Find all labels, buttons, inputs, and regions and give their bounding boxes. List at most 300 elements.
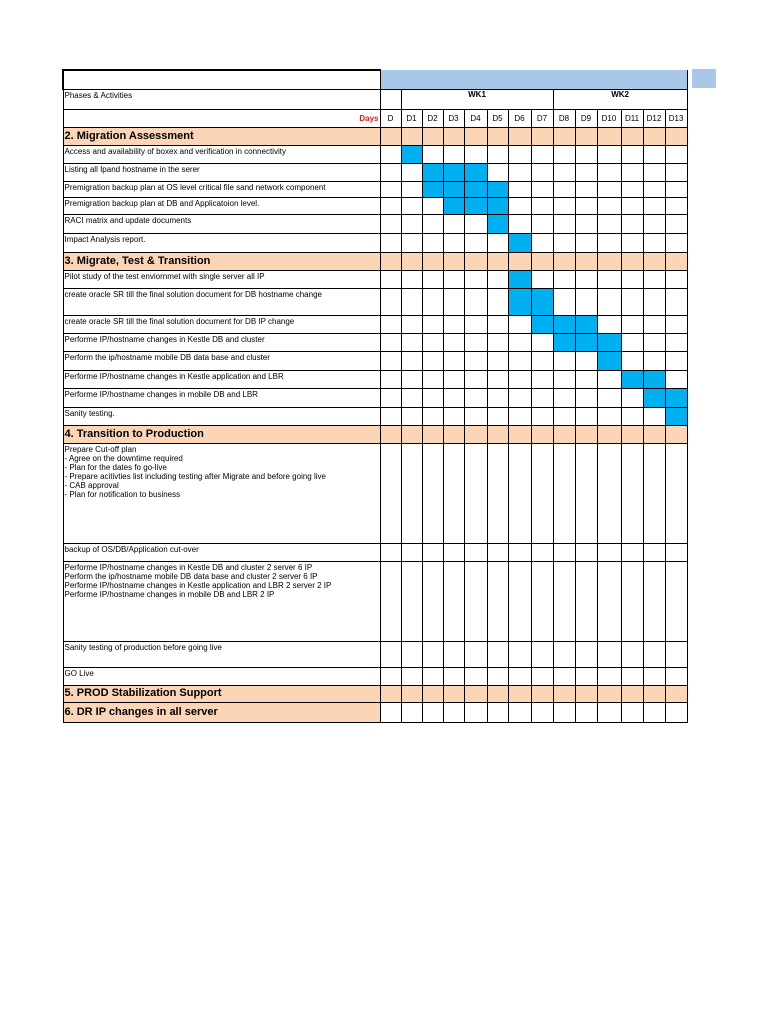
day-cell[interactable] — [380, 145, 401, 163]
day-cell[interactable] — [380, 370, 401, 388]
day-cell[interactable] — [643, 315, 665, 333]
day-cell[interactable] — [531, 443, 553, 543]
day-cell[interactable] — [665, 315, 687, 333]
section-day-cell[interactable] — [531, 127, 553, 145]
day-cell[interactable] — [665, 145, 687, 163]
day-cell[interactable] — [380, 233, 401, 252]
day-cell[interactable] — [665, 270, 687, 288]
day-cell[interactable] — [597, 270, 621, 288]
task-label[interactable]: Performe IP/hostname changes in Kestle DB and cluster — [63, 333, 380, 351]
section-day-cell[interactable] — [575, 127, 597, 145]
gantt-bar-cell[interactable] — [597, 351, 621, 370]
day-cell[interactable] — [621, 443, 643, 543]
day-cell[interactable] — [643, 543, 665, 561]
day-cell[interactable] — [665, 641, 687, 667]
day-cell[interactable] — [487, 407, 508, 425]
day-cell[interactable] — [401, 288, 422, 315]
day-cell[interactable] — [597, 214, 621, 233]
day-cell[interactable] — [553, 543, 575, 561]
day-cell[interactable] — [487, 145, 508, 163]
day-cell[interactable] — [553, 197, 575, 214]
day-cell[interactable] — [597, 370, 621, 388]
day-cell[interactable] — [531, 197, 553, 214]
day-cell[interactable] — [422, 702, 443, 722]
day-cell[interactable] — [643, 351, 665, 370]
section-day-cell[interactable] — [531, 685, 553, 702]
day-cell[interactable] — [487, 333, 508, 351]
day-cell[interactable] — [443, 315, 464, 333]
day-cell[interactable] — [487, 561, 508, 641]
day-cell[interactable] — [380, 197, 401, 214]
day-cell[interactable] — [487, 315, 508, 333]
task-label[interactable]: Access and availability of boxex and verification in connectivity — [63, 145, 380, 163]
gantt-bar-cell[interactable] — [443, 181, 464, 197]
section-day-cell[interactable] — [422, 127, 443, 145]
day-cell[interactable] — [575, 443, 597, 543]
day-cell[interactable] — [575, 233, 597, 252]
task-label[interactable]: Listing all Ipand hostname in the serer — [63, 163, 380, 181]
day-cell[interactable] — [531, 163, 553, 181]
day-cell[interactable] — [401, 214, 422, 233]
day-cell[interactable] — [621, 388, 643, 407]
gantt-bar-cell[interactable] — [422, 163, 443, 181]
section-day-cell[interactable] — [401, 127, 422, 145]
section-day-cell[interactable] — [422, 252, 443, 270]
section-day-cell[interactable] — [643, 425, 665, 443]
gantt-bar-cell[interactable] — [487, 197, 508, 214]
day-cell[interactable] — [643, 667, 665, 685]
day-cell[interactable] — [553, 641, 575, 667]
section-day-cell[interactable] — [553, 127, 575, 145]
section-day-cell[interactable] — [621, 252, 643, 270]
day-cell[interactable] — [487, 443, 508, 543]
day-cell[interactable] — [553, 270, 575, 288]
task-label[interactable]: GO Live — [63, 667, 380, 685]
day-cell[interactable] — [487, 543, 508, 561]
day-cell[interactable] — [665, 197, 687, 214]
day-cell[interactable] — [464, 388, 487, 407]
section-day-cell[interactable] — [380, 425, 401, 443]
section-day-cell[interactable] — [665, 252, 687, 270]
task-label[interactable]: Impact Analysis report. — [63, 233, 380, 252]
day-cell[interactable] — [597, 667, 621, 685]
day-cell[interactable] — [508, 214, 531, 233]
day-cell[interactable] — [464, 288, 487, 315]
day-cell[interactable] — [487, 163, 508, 181]
gantt-bar-cell[interactable] — [531, 288, 553, 315]
day-cell[interactable] — [508, 333, 531, 351]
day-cell[interactable] — [422, 667, 443, 685]
day-cell[interactable] — [553, 288, 575, 315]
day-cell[interactable] — [422, 197, 443, 214]
day-cell[interactable] — [621, 351, 643, 370]
day-cell[interactable] — [643, 163, 665, 181]
day-cell[interactable] — [508, 407, 531, 425]
day-cell[interactable] — [380, 181, 401, 197]
section-day-cell[interactable] — [665, 127, 687, 145]
day-cell[interactable] — [380, 288, 401, 315]
day-cell[interactable] — [401, 407, 422, 425]
day-cell[interactable] — [553, 181, 575, 197]
day-cell[interactable] — [401, 702, 422, 722]
day-cell[interactable] — [443, 333, 464, 351]
day-cell[interactable] — [643, 145, 665, 163]
day-cell[interactable] — [643, 181, 665, 197]
day-cell[interactable] — [665, 181, 687, 197]
day-cell[interactable] — [380, 270, 401, 288]
day-cell[interactable] — [575, 181, 597, 197]
day-cell[interactable] — [464, 407, 487, 425]
section-day-cell[interactable] — [422, 685, 443, 702]
day-cell[interactable] — [621, 163, 643, 181]
section-day-cell[interactable] — [464, 127, 487, 145]
day-cell[interactable] — [531, 543, 553, 561]
day-cell[interactable] — [464, 667, 487, 685]
section-label[interactable]: 5. PROD Stabilization Support — [63, 685, 380, 702]
task-label[interactable]: RACI matrix and update documents — [63, 214, 380, 233]
gantt-bar-cell[interactable] — [422, 181, 443, 197]
day-cell[interactable] — [575, 407, 597, 425]
day-cell[interactable] — [643, 407, 665, 425]
section-day-cell[interactable] — [443, 252, 464, 270]
day-cell[interactable] — [487, 370, 508, 388]
day-cell[interactable] — [553, 233, 575, 252]
day-cell[interactable] — [422, 145, 443, 163]
day-cell[interactable] — [401, 351, 422, 370]
day-cell[interactable] — [665, 443, 687, 543]
task-label[interactable]: Pilot study of the test enviornmet with single server all IP — [63, 270, 380, 288]
section-day-cell[interactable] — [575, 685, 597, 702]
day-cell[interactable] — [553, 702, 575, 722]
section-day-cell[interactable] — [531, 425, 553, 443]
gantt-bar-cell[interactable] — [643, 370, 665, 388]
day-cell[interactable] — [487, 288, 508, 315]
day-cell[interactable] — [621, 641, 643, 667]
section-day-cell[interactable] — [401, 685, 422, 702]
day-cell[interactable] — [422, 315, 443, 333]
day-cell[interactable] — [508, 443, 531, 543]
day-cell[interactable] — [508, 561, 531, 641]
section-day-cell[interactable] — [575, 252, 597, 270]
day-cell[interactable] — [597, 181, 621, 197]
day-cell[interactable] — [380, 388, 401, 407]
day-cell[interactable] — [443, 561, 464, 641]
day-cell[interactable] — [531, 333, 553, 351]
gantt-bar-cell[interactable] — [487, 214, 508, 233]
day-cell[interactable] — [621, 702, 643, 722]
day-cell[interactable] — [401, 370, 422, 388]
day-cell[interactable] — [443, 233, 464, 252]
day-cell[interactable] — [575, 145, 597, 163]
day-cell[interactable] — [508, 370, 531, 388]
day-cell[interactable] — [553, 388, 575, 407]
gantt-bar-cell[interactable] — [464, 163, 487, 181]
section-label[interactable]: 6. DR IP changes in all server — [63, 702, 380, 722]
day-cell[interactable] — [575, 370, 597, 388]
day-cell[interactable] — [597, 641, 621, 667]
day-cell[interactable] — [597, 561, 621, 641]
day-cell[interactable] — [380, 214, 401, 233]
day-cell[interactable] — [597, 288, 621, 315]
day-cell[interactable] — [643, 197, 665, 214]
section-day-cell[interactable] — [401, 252, 422, 270]
day-cell[interactable] — [380, 407, 401, 425]
section-day-cell[interactable] — [487, 127, 508, 145]
day-cell[interactable] — [508, 543, 531, 561]
gantt-bar-cell[interactable] — [487, 181, 508, 197]
day-cell[interactable] — [621, 407, 643, 425]
day-cell[interactable] — [621, 197, 643, 214]
day-cell[interactable] — [464, 370, 487, 388]
day-cell[interactable] — [443, 702, 464, 722]
day-cell[interactable] — [621, 145, 643, 163]
day-cell[interactable] — [422, 333, 443, 351]
day-cell[interactable] — [553, 667, 575, 685]
day-cell[interactable] — [380, 667, 401, 685]
day-cell[interactable] — [401, 181, 422, 197]
day-cell[interactable] — [443, 388, 464, 407]
section-day-cell[interactable] — [665, 685, 687, 702]
section-day-cell[interactable] — [597, 685, 621, 702]
section-day-cell[interactable] — [487, 685, 508, 702]
day-cell[interactable] — [531, 702, 553, 722]
day-cell[interactable] — [531, 214, 553, 233]
day-cell[interactable] — [597, 407, 621, 425]
day-cell[interactable] — [597, 233, 621, 252]
gantt-bar-cell[interactable] — [508, 270, 531, 288]
section-day-cell[interactable] — [487, 425, 508, 443]
day-cell[interactable] — [621, 214, 643, 233]
day-cell[interactable] — [665, 163, 687, 181]
day-cell[interactable] — [401, 388, 422, 407]
day-cell[interactable] — [487, 270, 508, 288]
day-cell[interactable] — [575, 561, 597, 641]
day-cell[interactable] — [531, 351, 553, 370]
day-cell[interactable] — [443, 667, 464, 685]
day-cell[interactable] — [643, 333, 665, 351]
day-cell[interactable] — [553, 214, 575, 233]
day-cell[interactable] — [665, 667, 687, 685]
day-cell[interactable] — [443, 351, 464, 370]
section-day-cell[interactable] — [380, 252, 401, 270]
day-cell[interactable] — [443, 288, 464, 315]
day-cell[interactable] — [531, 370, 553, 388]
day-cell[interactable] — [487, 702, 508, 722]
day-cell[interactable] — [508, 641, 531, 667]
day-cell[interactable] — [380, 351, 401, 370]
day-cell[interactable] — [422, 543, 443, 561]
day-cell[interactable] — [464, 702, 487, 722]
day-cell[interactable] — [665, 333, 687, 351]
day-cell[interactable] — [401, 233, 422, 252]
task-label[interactable]: Performe IP/hostname changes in Kestle application and LBR — [63, 370, 380, 388]
day-cell[interactable] — [665, 370, 687, 388]
day-cell[interactable] — [508, 163, 531, 181]
day-cell[interactable] — [531, 145, 553, 163]
section-day-cell[interactable] — [380, 127, 401, 145]
day-cell[interactable] — [464, 351, 487, 370]
day-cell[interactable] — [643, 443, 665, 543]
day-cell[interactable] — [665, 351, 687, 370]
day-cell[interactable] — [422, 407, 443, 425]
gantt-bar-cell[interactable] — [553, 315, 575, 333]
section-day-cell[interactable] — [464, 252, 487, 270]
day-cell[interactable] — [643, 702, 665, 722]
day-cell[interactable] — [464, 270, 487, 288]
day-cell[interactable] — [464, 145, 487, 163]
day-cell[interactable] — [464, 315, 487, 333]
day-cell[interactable] — [422, 388, 443, 407]
day-cell[interactable] — [422, 351, 443, 370]
day-cell[interactable] — [508, 702, 531, 722]
section-day-cell[interactable] — [553, 685, 575, 702]
day-cell[interactable] — [401, 197, 422, 214]
day-cell[interactable] — [575, 388, 597, 407]
day-cell[interactable] — [621, 288, 643, 315]
gantt-bar-cell[interactable] — [575, 333, 597, 351]
day-cell[interactable] — [422, 288, 443, 315]
day-cell[interactable] — [621, 181, 643, 197]
task-label[interactable]: Performe IP/hostname changes in Kestle DB and cluster 2 server 6 IP Perform the ip/hostname mobile DB data base and cluster 2 server 6 IP Performe IP/hostname changes in Kestle application and LBR 2 server 2 IP Performe IP/hostname changes in mobile DB and LBR 2 IP — [63, 561, 380, 641]
day-cell[interactable] — [531, 181, 553, 197]
section-day-cell[interactable] — [621, 127, 643, 145]
gantt-bar-cell[interactable] — [665, 388, 687, 407]
day-cell[interactable] — [422, 641, 443, 667]
day-cell[interactable] — [643, 561, 665, 641]
day-cell[interactable] — [464, 641, 487, 667]
task-label[interactable]: Perform the ip/hostname mobile DB data base and cluster — [63, 351, 380, 370]
title-cell[interactable] — [63, 70, 380, 89]
section-day-cell[interactable] — [508, 425, 531, 443]
gantt-bar-cell[interactable] — [643, 388, 665, 407]
day-cell[interactable] — [380, 315, 401, 333]
day-cell[interactable] — [401, 315, 422, 333]
day-cell[interactable] — [665, 702, 687, 722]
section-day-cell[interactable] — [597, 252, 621, 270]
day-cell[interactable] — [422, 270, 443, 288]
day-cell[interactable] — [553, 351, 575, 370]
day-cell[interactable] — [422, 233, 443, 252]
section-day-cell[interactable] — [575, 425, 597, 443]
day-cell[interactable] — [508, 315, 531, 333]
day-cell[interactable] — [553, 145, 575, 163]
day-cell[interactable] — [597, 145, 621, 163]
day-cell[interactable] — [643, 270, 665, 288]
day-cell[interactable] — [508, 145, 531, 163]
section-day-cell[interactable] — [553, 252, 575, 270]
day-cell[interactable] — [643, 288, 665, 315]
day-cell[interactable] — [443, 641, 464, 667]
day-cell[interactable] — [597, 388, 621, 407]
gantt-bar-cell[interactable] — [508, 288, 531, 315]
day-cell[interactable] — [422, 561, 443, 641]
day-cell[interactable] — [665, 543, 687, 561]
section-day-cell[interactable] — [380, 685, 401, 702]
gantt-bar-cell[interactable] — [597, 333, 621, 351]
gantt-bar-cell[interactable] — [575, 315, 597, 333]
day-cell[interactable] — [575, 163, 597, 181]
day-cell[interactable] — [380, 641, 401, 667]
day-cell[interactable] — [380, 702, 401, 722]
section-day-cell[interactable] — [665, 425, 687, 443]
day-cell[interactable] — [643, 233, 665, 252]
day-cell[interactable] — [422, 370, 443, 388]
day-cell[interactable] — [531, 667, 553, 685]
day-cell[interactable] — [597, 543, 621, 561]
day-cell[interactable] — [575, 288, 597, 315]
section-day-cell[interactable] — [597, 127, 621, 145]
gantt-bar-cell[interactable] — [531, 315, 553, 333]
day-cell[interactable] — [380, 163, 401, 181]
task-label[interactable]: backup of OS/DB/Application cut-over — [63, 543, 380, 561]
task-label[interactable]: create oracle SR till the final solution document for DB hostname change — [63, 288, 380, 315]
section-day-cell[interactable] — [643, 252, 665, 270]
gantt-bar-cell[interactable] — [401, 145, 422, 163]
task-label[interactable]: Sanity testing. — [63, 407, 380, 425]
day-cell[interactable] — [553, 163, 575, 181]
task-label[interactable]: Prepare Cut-off plan - Agree on the downtime required - Plan for the dates fo go-live - Prepare acitivties list including testing after Migrate and before going live - CAB approval - Plan for notification to business — [63, 443, 380, 543]
day-cell[interactable] — [422, 214, 443, 233]
day-cell[interactable] — [422, 443, 443, 543]
day-cell[interactable] — [487, 351, 508, 370]
section-day-cell[interactable] — [508, 685, 531, 702]
section-day-cell[interactable] — [401, 425, 422, 443]
day-cell[interactable] — [665, 561, 687, 641]
day-cell[interactable] — [443, 270, 464, 288]
day-cell[interactable] — [380, 561, 401, 641]
day-cell[interactable] — [621, 233, 643, 252]
section-label[interactable]: 3. Migrate, Test & Transition — [63, 252, 380, 270]
section-day-cell[interactable] — [597, 425, 621, 443]
section-day-cell[interactable] — [487, 252, 508, 270]
section-day-cell[interactable] — [643, 685, 665, 702]
day-cell[interactable] — [575, 667, 597, 685]
day-cell[interactable] — [553, 561, 575, 641]
day-cell[interactable] — [575, 351, 597, 370]
day-cell[interactable] — [597, 163, 621, 181]
section-day-cell[interactable] — [443, 685, 464, 702]
section-day-cell[interactable] — [443, 425, 464, 443]
task-label[interactable]: Premigration backup plan at DB and Applicatoion level. — [63, 197, 380, 214]
day-cell[interactable] — [464, 543, 487, 561]
day-cell[interactable] — [443, 543, 464, 561]
day-cell[interactable] — [531, 388, 553, 407]
section-day-cell[interactable] — [553, 425, 575, 443]
task-label[interactable]: Premigration backup plan at OS level critical file sand network component — [63, 181, 380, 197]
section-day-cell[interactable] — [464, 425, 487, 443]
day-cell[interactable] — [531, 270, 553, 288]
day-cell[interactable] — [443, 443, 464, 543]
section-day-cell[interactable] — [508, 252, 531, 270]
day-cell[interactable] — [464, 561, 487, 641]
task-label[interactable]: Sanity testing of production before going live — [63, 641, 380, 667]
day-cell[interactable] — [531, 641, 553, 667]
day-cell[interactable] — [443, 145, 464, 163]
day-cell[interactable] — [380, 543, 401, 561]
gantt-bar-cell[interactable] — [508, 233, 531, 252]
section-day-cell[interactable] — [621, 685, 643, 702]
day-cell[interactable] — [553, 407, 575, 425]
day-cell[interactable] — [621, 315, 643, 333]
day-cell[interactable] — [508, 181, 531, 197]
day-cell[interactable] — [665, 288, 687, 315]
day-cell[interactable] — [380, 443, 401, 543]
day-cell[interactable] — [464, 443, 487, 543]
day-cell[interactable] — [575, 702, 597, 722]
section-day-cell[interactable] — [464, 685, 487, 702]
day-cell[interactable] — [597, 197, 621, 214]
day-cell[interactable] — [575, 197, 597, 214]
